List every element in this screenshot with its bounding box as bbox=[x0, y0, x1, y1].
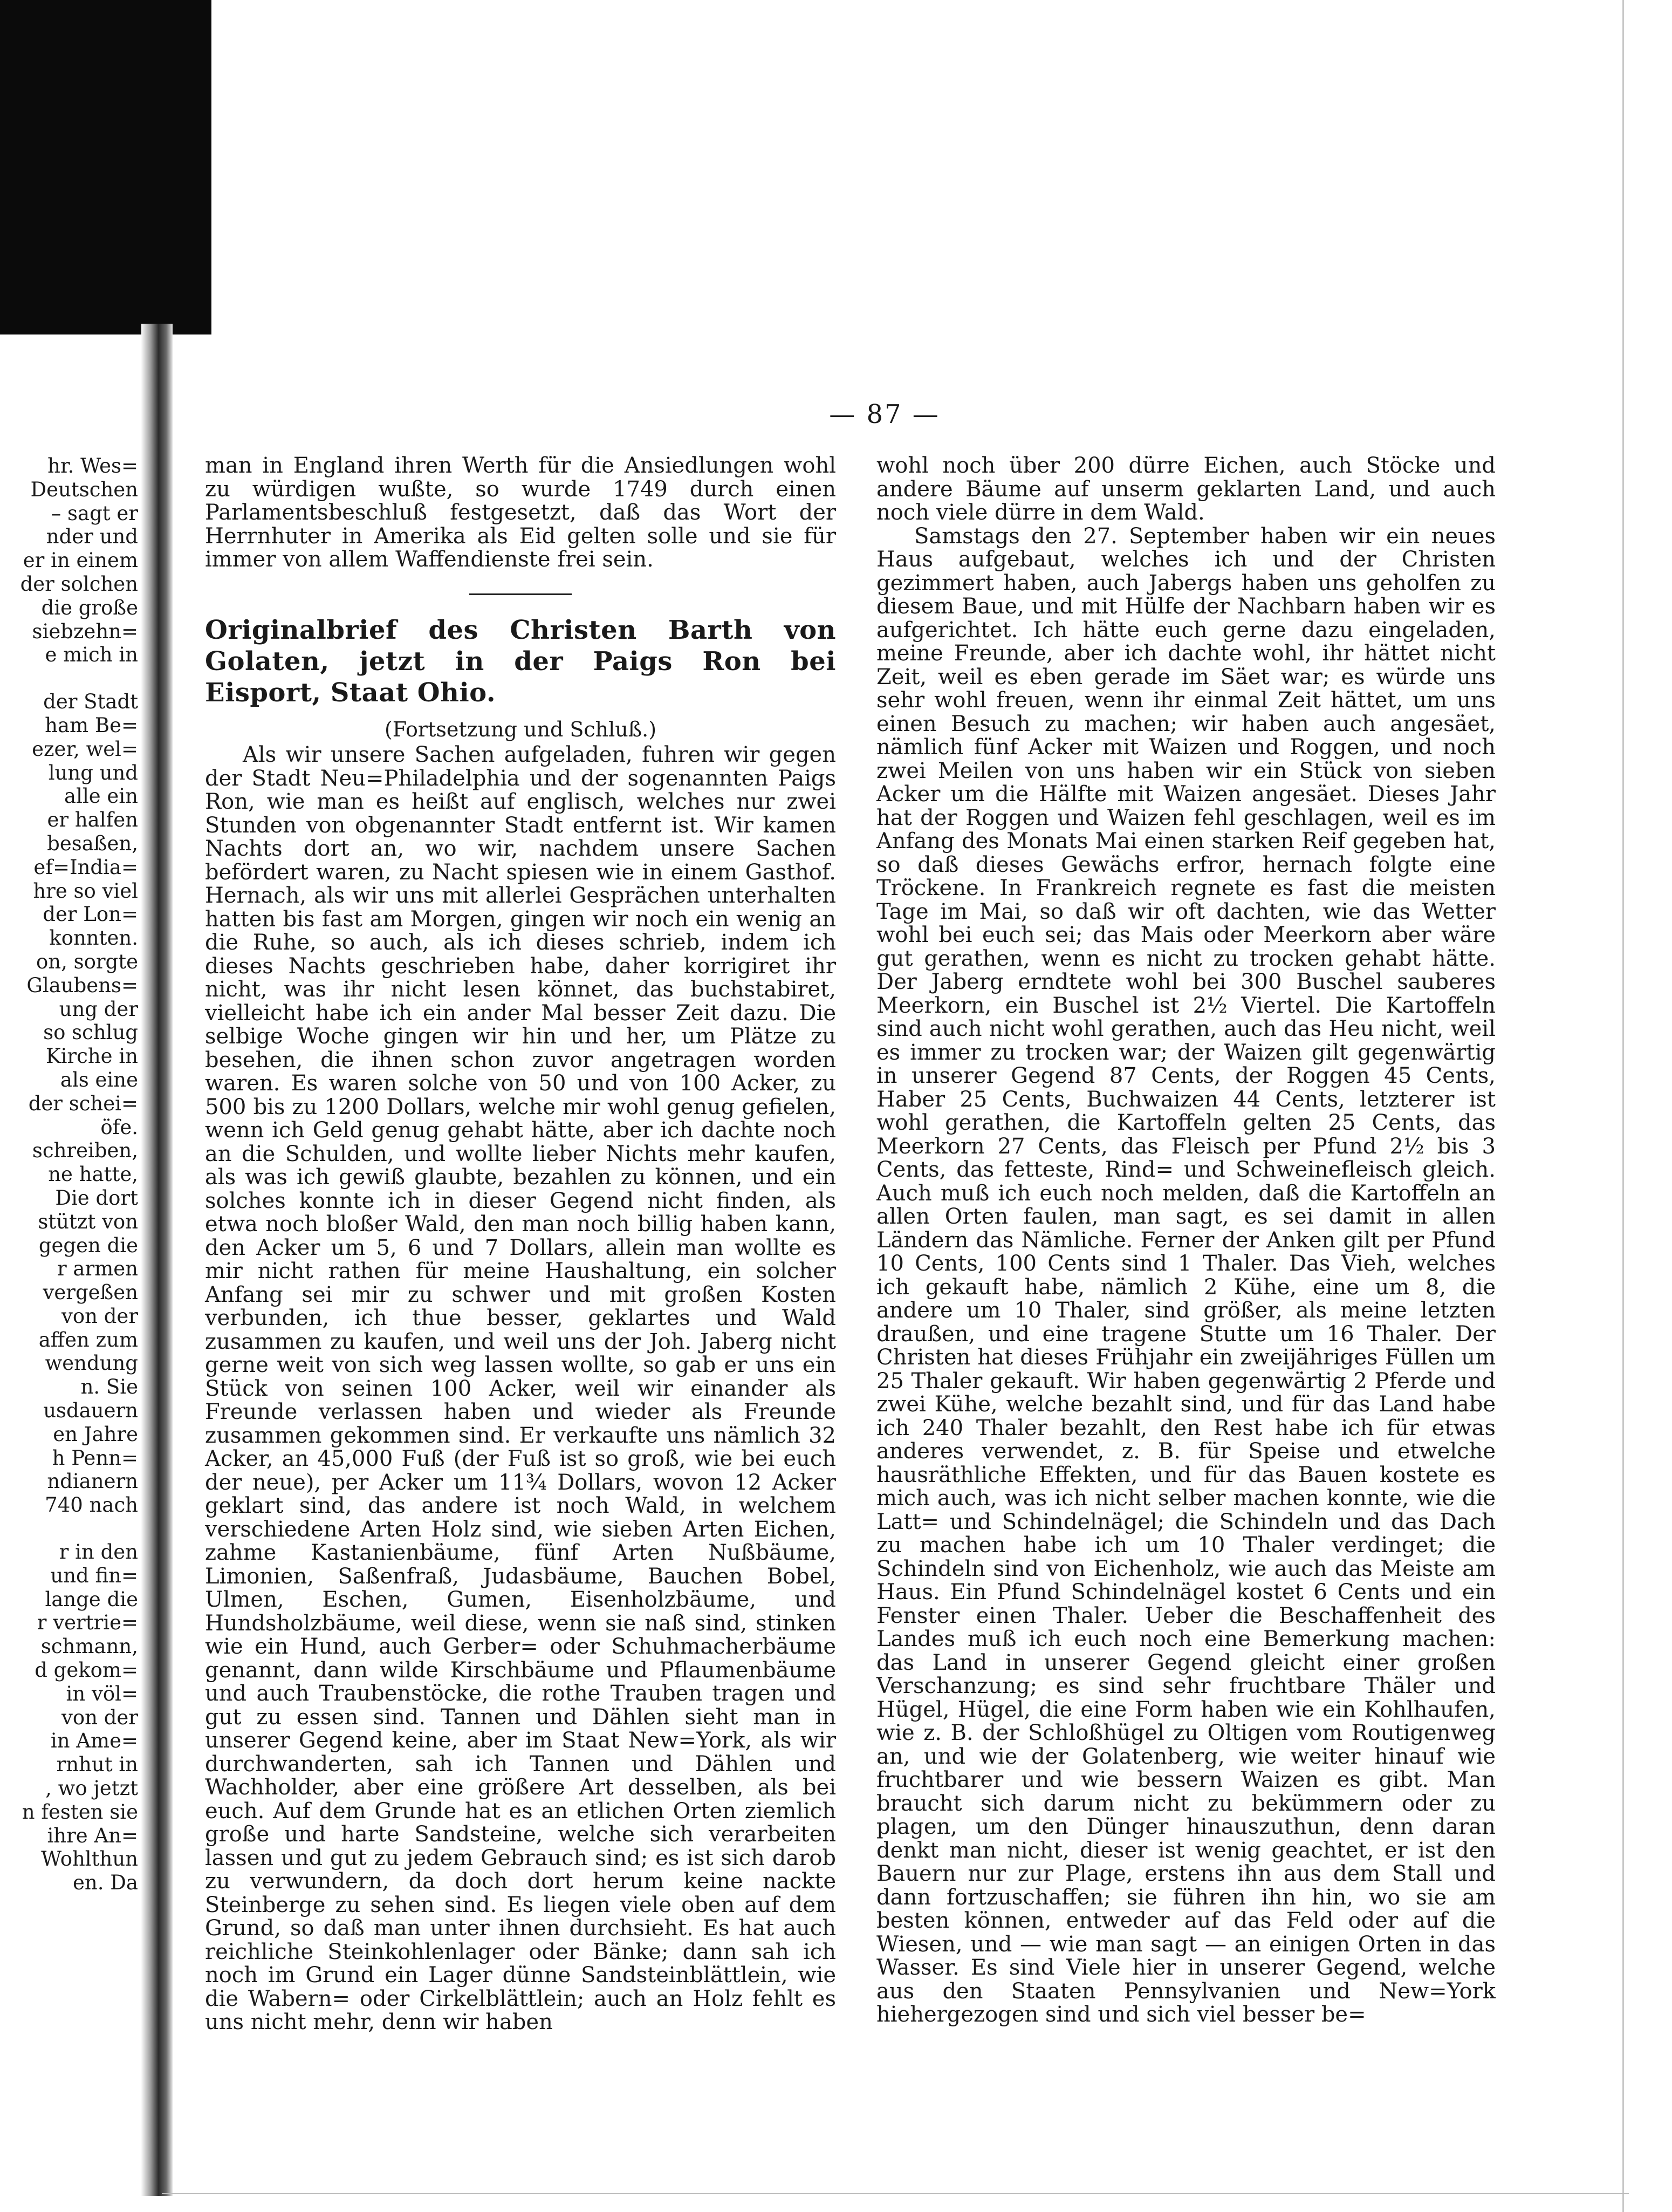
continuation-note: (Fortsetzung und Schluß.) bbox=[384, 717, 657, 741]
page-number: — 87 — bbox=[829, 399, 940, 429]
left-column-line: d gekom= bbox=[35, 1658, 138, 1682]
left-column-line: ham Be= bbox=[45, 713, 138, 737]
left-column-line: stützt von bbox=[38, 1210, 138, 1233]
book-gutter-shadow bbox=[141, 324, 173, 2196]
right-column bbox=[876, 454, 1496, 2027]
left-column-line bbox=[0, 667, 138, 690]
page-bottom-edge bbox=[162, 2193, 1629, 2194]
left-column-line: in völ= bbox=[66, 1682, 138, 1705]
left-column-line: in Ame= bbox=[50, 1729, 138, 1753]
left-column-line: schreiben, bbox=[32, 1139, 138, 1163]
left-column-line: Glaubens= bbox=[26, 973, 138, 997]
left-column-line: und fin= bbox=[50, 1564, 138, 1587]
left-column-line: vergeßen bbox=[43, 1281, 138, 1305]
left-column-line: ihre An= bbox=[47, 1824, 138, 1847]
left-column-line: en. Da bbox=[73, 1871, 138, 1895]
left-column-line: er halfen bbox=[47, 808, 138, 832]
scan-border-dark bbox=[0, 0, 211, 334]
left-column-line: hre so viel bbox=[33, 879, 138, 903]
left-column-line: so schlug bbox=[43, 1021, 138, 1044]
left-column-line: Kirche in bbox=[45, 1044, 138, 1068]
left-column-line: ne hatte, bbox=[48, 1163, 138, 1186]
left-column-line: e mich in bbox=[45, 643, 138, 667]
body-paragraph-2: Samstags den 27. September haben wir ein neues Haus aufgebaut, welches ich und der Christen gezimmert haben, auch Jabergs haben uns geholfen zu diesem Baue, und mit Hülfe der Nachbarn haben wir es aufgerichtet. Ich hätte euch gerne dazu eingeladen, meine Freunde, aber ich dachte wohl, ihr hättet nicht Zeit, weil es eben gerade im Säet war; es würde uns sehr wohl freuen, wenn ihr einmal Zeit hättet, um uns einen Besuch zu machen; wir haben auch angesäet, nämlich fünf Acker mit Waizen und Roggen, und noch zwei Meilen von uns haben wir ein Stück von sieben Acker um die Hälfte mit Waizen angesäet. Dieses Jahr hat der Roggen und Waizen fehl geschlagen, weil es im Anfang des Monats Mai einen starken Reif gegeben hat, so daß dieses Gewächs erfror, hernach folgte eine Tröckene. In Frankreich regnete es fast die meisten Tage im Mai, so daß wir oft dachten, wie das Wetter wohl bei euch sei; das Mais oder Meerkorn aber wäre gut gerathen, wenn es nicht zu trocken gehabt hätte. Der Jaberg erndtete wohl bei 300 Buschel sauberes Meerkorn, ein Buschel ist 2½ Viertel. Die Kartoffeln sind auch nicht wohl gerathen, auch das Heu nicht, weil es immer zu trocken war; der Waizen gilt gegenwärtig in unserer Gegend 87 Cents, der Roggen 45 Cents, Haber 25 Cents, Buchwaizen 44 Cents, letzterer ist wohl gerathen, die Kartoffeln gelten 25 Cents, das Meerkorn 27 Cents, das Fleisch per Pfund 2½ bis 3 Cents, das fetteste, Rind= und Schweinefleisch gleich. Auch muß ich euch noch melden, daß die Kartoffeln an allen Orten faulen, man sagt, es sei damit in allen Ländern das Nämliche. Ferner der Anken gilt per Pfund 10 Cents, 100 Cents sind 1 Thaler. Das Vieh, welches ich gekauft habe, nämlich 2 Kühe, eine um 8, die andere um 10 Thaler, sind größer, als meine letzten draußen, und eine tragene Stutte um 16 Thaler. Der Christen hat dieses Frühjahr ein zweijähriges Füllen um 25 Thaler gekauft. Wir haben gegenwärtig 2 Pferde und zwei Kühe, welche bezahlt sind, und für das Land habe ich 240 Thaler bezahlt, den Rest habe ich für etwas anderes verwendet, z. B. für Speise und etwelche hausräthliche Effekten, und für das Bauen kostete es mich auch, was ich nicht selber machen konnte, wie die Latt= und Schindelnägel; die Schindeln und das Dach zu machen habe ich um 10 Thaler verdinget; die Schindeln sind von Eichenholz, wie auch das Meiste am Haus. Ein Pfund Schindelnägel kostet 6 Cents und ein Fenster einen Thaler. Ueber die Beschaffenheit des Landes muß ich euch noch eine Bemerkung machen: das Land in unserer Gegend gleicht einer großen Verschanzung; es sind sehr fruchtbare Thäler und Hügel, Hügel, die eine Form haben wie ein Kohlhaufen, wie z. B. der Schloßhügel zu Oltigen vom Routigenweg an, und wie der Golatenberg, wie weiter hinauf wie fruchtbarer und wie bessern Waizen es gibt. Man braucht sich darum nicht zu bekümmern oder zu plagen, um den Dünger hinauszuthun, denn daran denkt man nicht, dieser ist wenig geachtet, er ist den Bauern nur zur Plage, erstens ihn aus dem Stall und dann fortzuschaffen; sie führen ihn hin, wo sie am besten können, entweder auf das Feld oder auf die Wiesen, und — wie man sagt — an einigen Orten in das Wasser. Es sind Viele hier in unserer Gegend, welche aus den Staaten Pennsylvanien und New=York hiehergezogen sind und sich viel besser be= bbox=[876, 523, 1496, 2027]
left-column-line: siebzehn= bbox=[32, 619, 138, 643]
left-column-line: öfe. bbox=[100, 1115, 138, 1139]
left-column-line: die große bbox=[41, 596, 138, 619]
left-column-line: rnhut in bbox=[56, 1753, 138, 1777]
middle-column bbox=[205, 454, 836, 2035]
page-edge bbox=[1622, 0, 1624, 2212]
article-title: Originalbrief des Christen Barth von Golaten, jetzt in der Paigs Ron bei Eisport, Staat Ohio. bbox=[205, 615, 836, 708]
left-column-line: r in den bbox=[59, 1540, 138, 1564]
left-column-line: als eine bbox=[60, 1068, 138, 1091]
left-column-line bbox=[0, 1517, 138, 1540]
left-column-line: ung der bbox=[59, 997, 138, 1021]
left-column-line: – sagt er bbox=[51, 501, 138, 525]
left-column-line: der Lon= bbox=[43, 903, 138, 926]
left-column-line: , wo jetzt bbox=[45, 1777, 138, 1800]
left-column-line: alle ein bbox=[64, 784, 138, 808]
left-page-column-fragment bbox=[0, 454, 138, 1895]
left-column-line: affen zum bbox=[38, 1328, 138, 1351]
left-column-line: en Jahre bbox=[53, 1422, 138, 1446]
body-paragraph-1: wohl noch über 200 dürre Eichen, auch Stöcke und andere Bäume auf unserm geklarten Land, und auch noch viele dürre in dem Wald. bbox=[876, 453, 1496, 525]
left-column-line: r armen bbox=[57, 1257, 138, 1281]
intro-paragraph: man in England ihren Werth für die Ansiedlungen wohl zu würdigen wußte, so wurde 1749 durch einen Parlamentsbeschluß festgesetzt, daß das Wort der Herrnhuter in Amerika als Eid gelten solle und sie für immer von allem Waffendienste frei sein. bbox=[205, 453, 836, 572]
left-column-line: on, sorgte bbox=[36, 950, 138, 973]
left-column-line: usdauern bbox=[43, 1399, 138, 1423]
left-column-line: nder und bbox=[46, 525, 138, 549]
left-column-line: gegen die bbox=[38, 1233, 138, 1257]
left-column-line: der schei= bbox=[28, 1091, 138, 1115]
section-divider bbox=[469, 593, 572, 595]
left-column-line: ef=India= bbox=[33, 855, 138, 879]
left-column-line: Deutschen bbox=[30, 477, 138, 501]
left-column-line: hr. Wes= bbox=[47, 454, 138, 477]
left-column-line: von der bbox=[61, 1705, 138, 1729]
left-column-line: von der bbox=[61, 1304, 138, 1328]
left-column-line: besaßen, bbox=[47, 831, 138, 855]
left-column-line: Die dort bbox=[55, 1186, 138, 1210]
left-column-line: ndianern bbox=[47, 1470, 138, 1493]
left-column-line: lung und bbox=[48, 761, 138, 784]
left-column-line: schmann, bbox=[40, 1635, 138, 1658]
left-column-line: lange die bbox=[45, 1587, 138, 1611]
left-column-line: h Penn= bbox=[52, 1446, 138, 1470]
article-body-paragraph: Als wir unsere Sachen aufgeladen, fuhren wir gegen der Stadt Neu=Philadelphia und der sogenannten Paigs Ron, wie man es heißt auf englisch, welches nur zwei Stunden von obgenannter Stadt entfernt ist. Wir kamen Nachts dort an, wo wir, nachdem unsere Sachen befördert waren, zu Nacht spiesen wie in einem Gasthof. Hernach, als wir uns mit allerlei Gesprächen unterhalten hatten bis fast am Morgen, gingen wir noch ein wenig an die Ruhe, so auch, als ich dieses schrieb, indem ich dieses Nachts geschrieben habe, daher korrigiret ihr nicht, was ihr nicht lesen könnet, das buchstabiret, vielleicht habe ich ein ander Mal besser Zeit dazu. Die selbige Woche gingen wir hin und her, um Plätze zu besehen, die ihnen schon zuvor angetragen worden waren. Es waren solche von 50 und von 100 Acker, zu 500 bis zu 1200 Dollars, welche mir wohl genug gefielen, wenn ich Geld genug gehabt hätte, aber ich dachte noch an die Schulden, und wollte lieber Nichts mehr kaufen, als was ich gewiß glaubte, bezahlen zu können, und ein solches konnte ich in dieser Gegend nicht finden, als etwa noch bloßer Wald, den man noch billig haben kann, den Acker um 5, 6 und 7 Dollars, allein man wollte es mir nicht rathen für meine Haushaltung, ein solcher Anfang sei mir zu schwer und mit großen Kosten verbunden, ich thue besser, geklartes und Wald zusammen zu kaufen, und weil uns der Joh. Jaberg nicht gerne weit von sich weg lassen wollte, so gab er uns ein Stück von seinen 100 Acker, weil wir einander als Freunde verlassen haben und wieder als Freunde zusammen gekommen sind. Er verkaufte uns nämlich 32 Acker, an 45,000 Fuß (der Fuß ist so groß, wie bei euch der neue), per Acker um 11¾ Dollars, wovon 12 Acker geklart sind, das andere ist noch Wald, in welchem verschiedene Arten Holz sind, wie sieben Arten Eichen, zahme Kastanienbäume, fünf Arten Nußbäume, Limonien, Saßenfraß, Judasbäume, Bauchen Bobel, Ulmen, Eschen, Gumen, Eisenholzbäume, und Hundsholzbäume, weil diese, wenn sie naß sind, stinken wie ein Hund, auch Gerber= oder Schuhmacherbäume genannt, dann wilde Kirschbäume und Pflaumenbäume und auch Traubenstöcke, die rothe Trauben tragen und gut zu essen sind. Tannen und Dählen sieht man in unserer Gegend keine, aber im Staat New=York, als wir durchwanderten, sah ich Tannen und Dählen und Wachholder, aber eine größere Art desselben, als bei euch. Auf dem Grunde hat es an etlichen Orten ziemlich große und harte Sandsteine, welche sich verarbeiten lassen und gut zu jedem Gebrauch sind; es ist sich darob zu verwundern, da doch dort herum keine nackte Steinberge zu sehen sind. Es liegen viele oben auf dem Grund, so daß man unter ihnen durchsieht. Es hat auch reichliche Steinkohlenlager oder Bänke; dann sah ich noch im Grund ein Lager dünne Sandsteinblättlein, wie die Wabern= oder Cirkelblättlein; auch an Holz fehlt es uns nicht mehr, denn wir haben bbox=[205, 742, 836, 2035]
left-column-line: n. Sie bbox=[80, 1375, 138, 1399]
left-column-line: ezer, wel= bbox=[32, 737, 138, 761]
left-column-line: 740 nach bbox=[45, 1493, 138, 1517]
left-column-line: der solchen bbox=[20, 572, 138, 596]
left-column-line: Wohlthun bbox=[41, 1847, 138, 1871]
left-column-line: der Stadt bbox=[43, 690, 138, 714]
left-column-line: n festen sie bbox=[22, 1800, 138, 1824]
left-column-line: konnten. bbox=[49, 926, 138, 950]
left-column-line: r vertrie= bbox=[37, 1611, 138, 1635]
left-column-line: wendung bbox=[45, 1351, 138, 1375]
left-column-line: er in einem bbox=[23, 549, 138, 572]
